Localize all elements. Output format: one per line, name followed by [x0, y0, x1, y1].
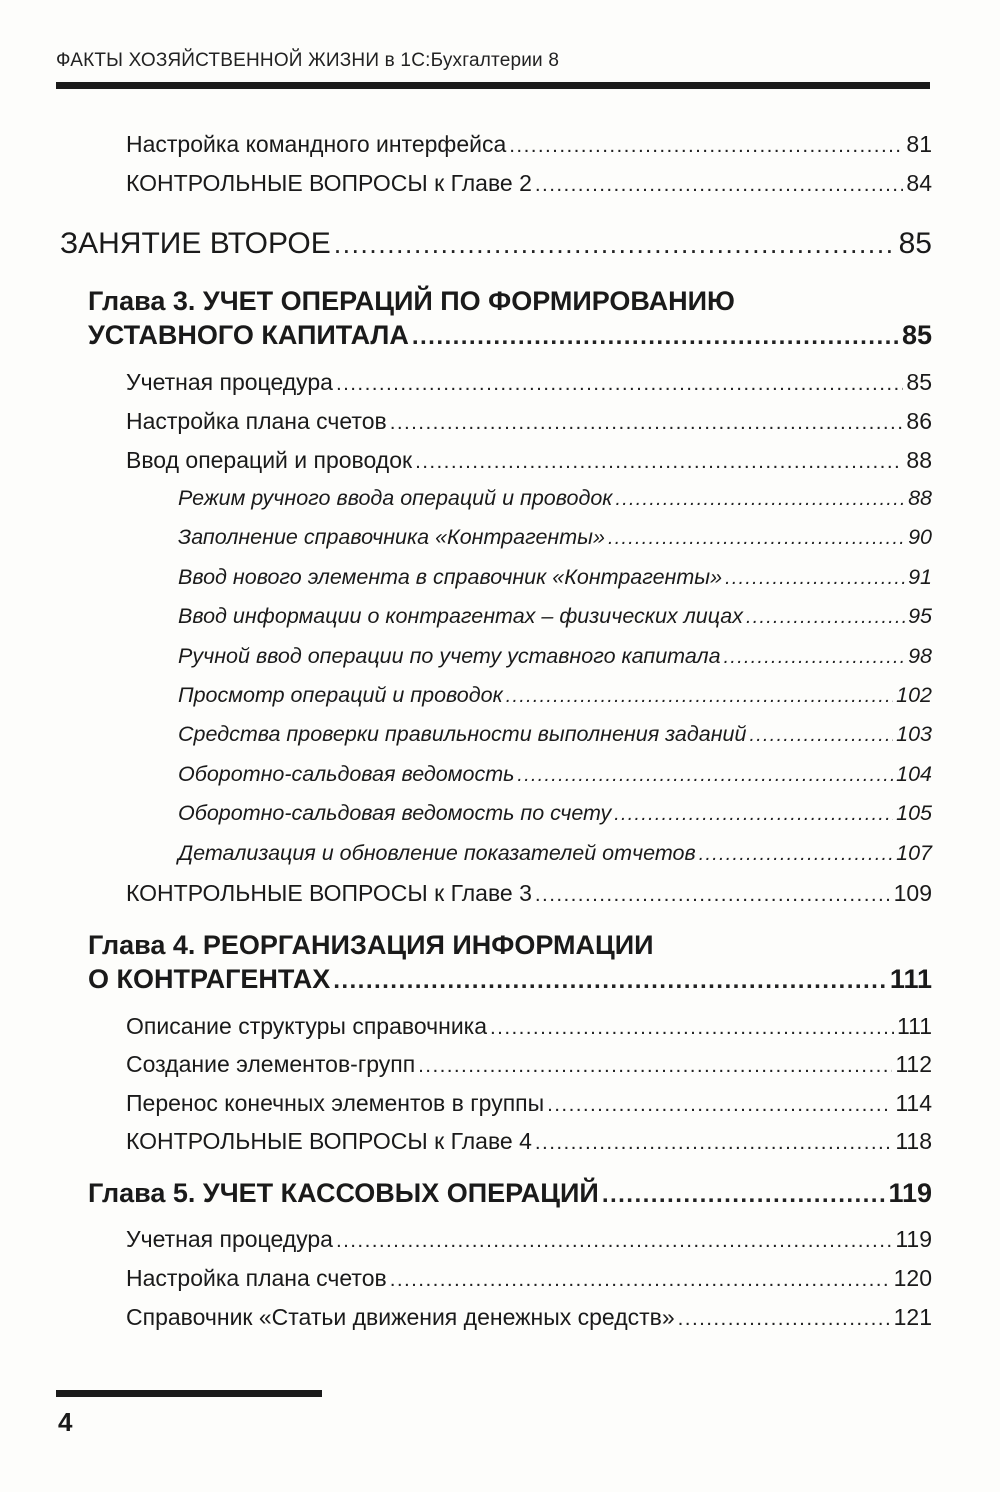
- toc-entry-title: Учетная процедура: [126, 369, 333, 395]
- toc-lesson-heading[interactable]: [60, 227, 932, 261]
- leader-dots: [724, 646, 905, 669]
- toc-subentry[interactable]: [178, 762, 932, 787]
- toc-subentry[interactable]: [178, 683, 932, 708]
- leader-dots: [509, 134, 903, 158]
- toc-entry-title: Ввод информации о контрагентах – физических лицах: [178, 604, 743, 628]
- toc-subentry[interactable]: [178, 722, 932, 747]
- toc-entry-page: 118: [895, 1128, 932, 1154]
- toc-entry-title: КОНТРОЛЬНЫЕ ВОПРОСЫ к Главе 3: [126, 880, 532, 906]
- toc-entry-page: 88: [908, 486, 932, 510]
- leader-dots: [418, 1054, 892, 1078]
- toc-entry[interactable]: [126, 1304, 932, 1331]
- chapter-5-heading[interactable]: [88, 1178, 932, 1209]
- toc-entry-title: Перенос конечных элементов в группы: [126, 1090, 545, 1116]
- toc-entry-title: УСТАВНОГО КАПИТАЛА: [88, 320, 409, 350]
- leader-dots: [699, 843, 893, 866]
- toc-entry-page: 104: [896, 762, 932, 786]
- toc-subentry[interactable]: [178, 525, 932, 550]
- toc-subentry[interactable]: [178, 604, 932, 629]
- toc-entry-title: Оборотно-сальдовая ведомость: [178, 762, 515, 786]
- toc-entry[interactable]: [126, 880, 932, 907]
- toc-entry-title: Ручной ввод операции по учету уставного капитала: [178, 644, 721, 668]
- chapter-4-title-line1[interactable]: Глава 4. РЕОРГАНИЗАЦИЯ ИНФОРМАЦИИ: [88, 930, 654, 960]
- toc-subentry[interactable]: [178, 486, 932, 511]
- leader-dots: [535, 173, 904, 197]
- toc-entry-title: Заполнение справочника «Контрагенты»: [178, 525, 605, 549]
- leader-dots: [602, 1181, 886, 1209]
- leader-dots: [336, 1229, 892, 1253]
- footer-rule: [56, 1390, 322, 1397]
- toc-entry-page: 119: [888, 1178, 932, 1208]
- leader-dots: [678, 1307, 891, 1331]
- toc-entry[interactable]: [126, 170, 932, 197]
- toc-entry-page: 103: [896, 722, 932, 746]
- leader-dots: [615, 488, 905, 511]
- leader-dots: [547, 1093, 892, 1117]
- toc-entry-title: Средства проверки правильности выполнения заданий: [178, 722, 747, 746]
- chapter-4-heading[interactable]: [88, 964, 932, 995]
- toc-entry-title: Детализация и обновление показателей отчетов: [178, 841, 696, 865]
- toc-entry-title: Глава 5. УЧЕТ КАССОВЫХ ОПЕРАЦИЙ: [88, 1178, 599, 1208]
- toc-entry-title: Учетная процедура: [126, 1226, 333, 1252]
- leader-dots: [535, 1131, 892, 1155]
- toc-entry-title: О КОНТРАГЕНТАХ: [88, 964, 331, 994]
- leader-dots: [746, 606, 905, 629]
- toc-entry-page: 107: [896, 841, 932, 865]
- toc-entry-page: 120: [893, 1265, 932, 1291]
- toc-entry-page: 111: [889, 964, 932, 994]
- toc-entry-title: Описание структуры справочника: [126, 1013, 488, 1039]
- leader-dots: [390, 411, 904, 435]
- chapter-3-heading[interactable]: [88, 320, 932, 351]
- toc-subentry[interactable]: [178, 841, 932, 866]
- chapter-3-title-line1[interactable]: Глава 3. УЧЕТ ОПЕРАЦИЙ ПО ФОРМИРОВАНИЮ: [88, 286, 735, 316]
- toc-entry-page: 84: [906, 170, 932, 196]
- toc-entry-page: 119: [895, 1226, 932, 1252]
- leader-dots: [517, 764, 893, 787]
- toc-subentry[interactable]: [178, 644, 932, 669]
- toc-entry-page: 81: [906, 131, 932, 157]
- toc-entry-page: 85: [898, 227, 932, 260]
- toc-entry-page: 114: [895, 1090, 932, 1116]
- toc-entry[interactable]: [126, 1013, 932, 1040]
- toc-entry-page: 85: [906, 369, 932, 395]
- leader-dots: [334, 229, 896, 260]
- toc-entry-page: 98: [908, 644, 932, 668]
- toc-entry-title: Режим ручного ввода операций и проводок: [178, 486, 613, 510]
- toc-entry-page: 102: [896, 683, 932, 707]
- leader-dots: [506, 685, 893, 708]
- toc-entry[interactable]: [126, 131, 932, 158]
- leader-dots: [749, 724, 893, 747]
- toc-entry[interactable]: [126, 1265, 932, 1292]
- toc-entry-title: ЗАНЯТИЕ ВТОРОЕ: [60, 227, 331, 260]
- toc-entry[interactable]: [126, 1226, 932, 1253]
- toc-entry-title: Создание элементов-групп: [126, 1051, 416, 1077]
- leader-dots: [725, 567, 905, 590]
- leader-dots: [412, 323, 899, 351]
- toc-entry-title: Справочник «Статьи движения денежных средств»: [126, 1304, 675, 1330]
- toc-entry-page: 111: [897, 1013, 932, 1039]
- toc-entry-page: 109: [893, 880, 932, 906]
- toc-entry[interactable]: [126, 447, 932, 474]
- toc-subentry[interactable]: [178, 565, 932, 590]
- toc-entry-page: 90: [908, 525, 932, 549]
- toc-entry-page: 121: [893, 1304, 932, 1330]
- leader-dots: [390, 1268, 891, 1292]
- toc-entry-page: 112: [895, 1051, 932, 1077]
- toc-entry-title: Ввод операций и проводок: [126, 447, 413, 473]
- toc-entry-page: 91: [908, 565, 932, 589]
- leader-dots: [333, 967, 887, 995]
- toc-entry-page: 85: [901, 320, 932, 350]
- toc-entry-title: Настройка командного интерфейса: [126, 131, 507, 157]
- toc-entry-page: 86: [906, 408, 932, 434]
- leader-dots: [415, 450, 903, 474]
- header-rule: [56, 82, 930, 89]
- toc-entry-page: 95: [908, 604, 932, 628]
- toc-entry[interactable]: [126, 408, 932, 435]
- toc-subentry[interactable]: [178, 801, 932, 826]
- toc-entry[interactable]: [126, 1090, 932, 1117]
- page-number: 4: [58, 1407, 73, 1437]
- leader-dots: [336, 372, 903, 396]
- toc-entry-title: Настройка плана счетов: [126, 408, 387, 434]
- toc-entry[interactable]: [126, 369, 932, 396]
- running-title: ФАКТЫ ХОЗЯЙСТВЕННОЙ ЖИЗНИ в 1С:Бухгалтерии 8: [56, 50, 560, 71]
- leader-dots: [535, 883, 891, 907]
- toc-entry-title: КОНТРОЛЬНЫЕ ВОПРОСЫ к Главе 2: [126, 170, 532, 196]
- toc-entry-title: Просмотр операций и проводок: [178, 683, 503, 707]
- toc-entry[interactable]: [126, 1051, 932, 1078]
- toc-entry-title: КОНТРОЛЬНЫЕ ВОПРОСЫ к Главе 4: [126, 1128, 532, 1154]
- toc-entry-title: Настройка плана счетов: [126, 1265, 387, 1291]
- toc-entry[interactable]: [126, 1128, 932, 1155]
- toc-entry-title: Оборотно-сальдовая ведомость по счету: [178, 801, 612, 825]
- leader-dots: [490, 1016, 894, 1040]
- leader-dots: [614, 803, 893, 826]
- toc-entry-title: Ввод нового элемента в справочник «Контрагенты»: [178, 565, 723, 589]
- toc-entry-page: 105: [896, 801, 932, 825]
- toc-entry-page: 88: [906, 447, 932, 473]
- leader-dots: [608, 527, 905, 550]
